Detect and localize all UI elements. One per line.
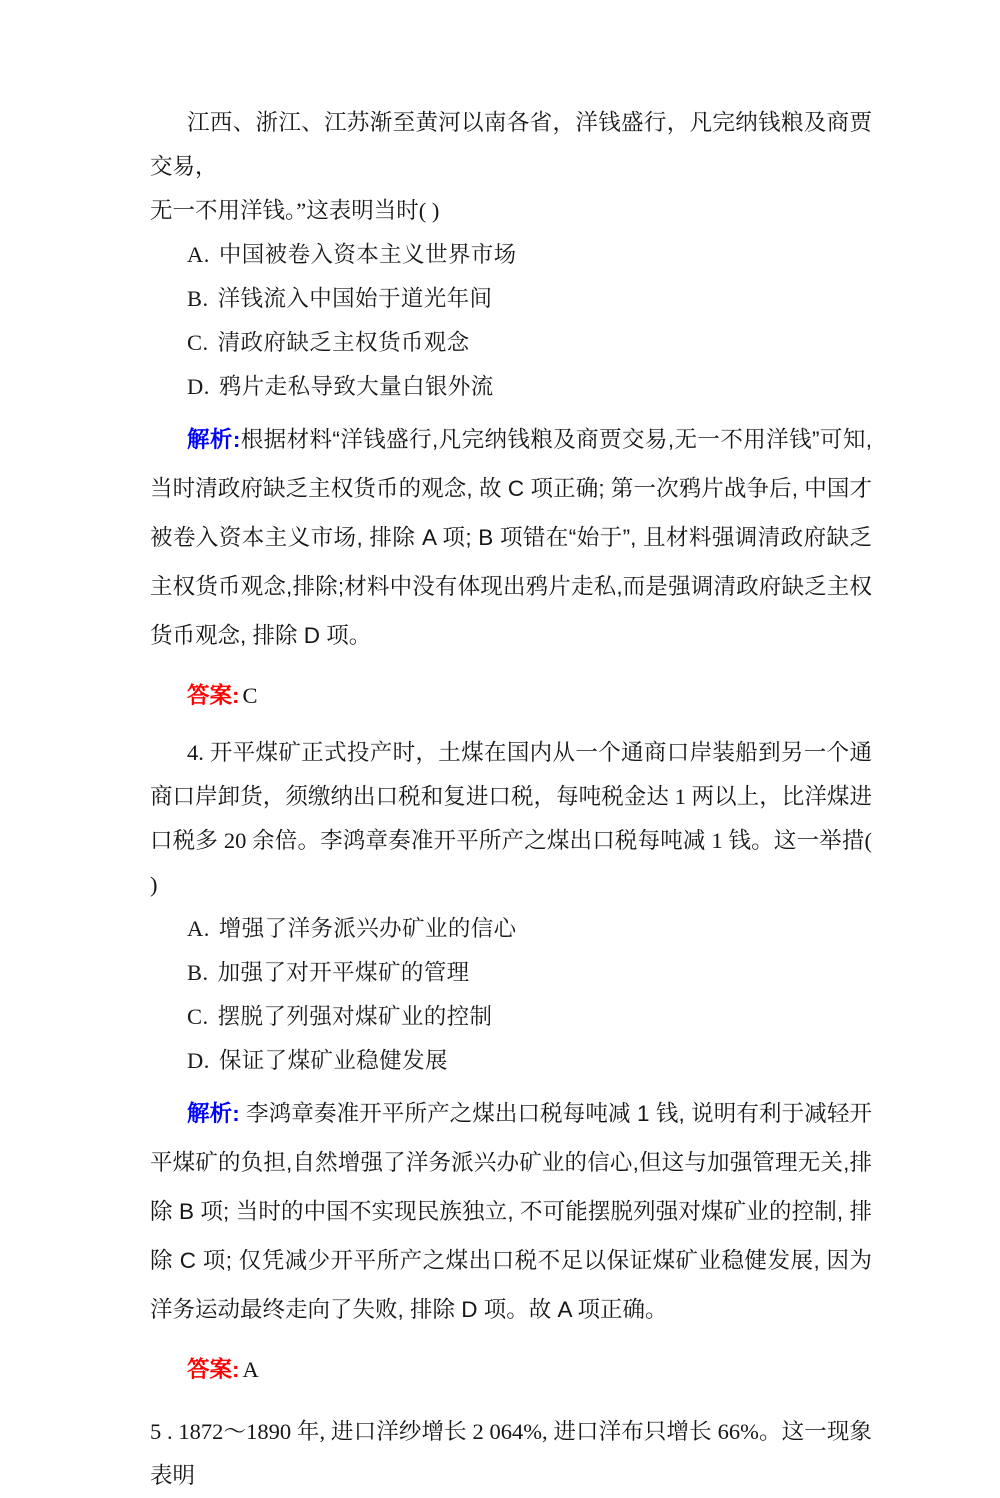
question-3-stem-line-1: 江西、浙江、江苏渐至黄河以南各省，洋钱盛行，凡完纳钱粮及商贾交易， — [150, 110, 872, 179]
q4-option-a-letter: A. — [187, 916, 210, 941]
question-4-answer — [150, 1345, 872, 1394]
q4-option-d-text: 保证了煤矿业稳健发展 — [218, 1048, 448, 1073]
question-3-stem-line-2: 无一不用洋钱。”这表明当时( ) — [150, 198, 440, 223]
question-4-analysis-text: 李鸿章奏准开平所产之煤出口税每吨减 1 钱, 说明有利于减轻开平煤矿的负担,自然增强了洋务派兴办矿业的信心,但这与加强管理无关,排除 B 项; 当时的中国不实现民族独立, 不可能摆脱列强对煤矿业的控制, 排除 C 项; 仅凭减少开平所产之煤出口税不足以保证煤矿业稳健发展, 因为洋务运动最终走向了失败, 排除 D 项。故 A 项正确。 — [150, 1101, 872, 1322]
q4-analysis-label: 解析: — [187, 1101, 240, 1126]
question-5-stem: 5 . 1872～1890 年, 进口洋纱增长 2 064%, 进口洋布只增长 66%。这一现象表明 — [150, 1419, 872, 1488]
option-b-letter: B. — [187, 286, 209, 311]
q4-option-d-letter: D. — [187, 1048, 210, 1073]
option-d-letter: D. — [187, 374, 210, 399]
question-3-answer-value: C — [242, 683, 258, 708]
q4-answer-label: 答案: — [187, 1357, 240, 1382]
page-content — [150, 101, 872, 1498]
question-4-stem-text: 开平煤矿正式投产时，土煤在国内从一个通商口岸装船到另一个通商口岸卸货，须缴纳出口税和复进口税，每吨税金达 1 两以上，比洋煤进口税多 20 余倍。李鸿章奏准开平所产之煤出口税每吨减 1 钱。这一举措( ) — [150, 740, 873, 897]
question-3-stem-block — [150, 101, 872, 233]
option-c[interactable] — [150, 321, 872, 365]
option-a[interactable] — [150, 233, 872, 277]
option-d-text: 鸦片走私导致大量白银外流 — [218, 374, 494, 399]
question-3-options — [150, 233, 872, 409]
q4-option-c-text: 摆脱了列强对煤矿业的控制 — [217, 1004, 493, 1029]
question-4-options — [150, 907, 872, 1083]
q4-option-b-text: 加强了对开平煤矿的管理 — [217, 960, 470, 985]
option-c-letter: C. — [187, 330, 209, 355]
q4-option-b-letter: B. — [187, 960, 209, 985]
q4-option-b[interactable] — [150, 951, 872, 995]
question-4-analysis — [150, 1089, 872, 1334]
question-5-stem-block — [150, 1410, 872, 1498]
option-c-text: 清政府缺乏主权货币观念 — [217, 330, 470, 355]
q4-option-c-letter: C. — [187, 1004, 209, 1029]
analysis-label: 解析: — [187, 427, 241, 452]
q4-option-a-text: 增强了洋务派兴办矿业的信心 — [218, 916, 517, 941]
answer-label: 答案: — [187, 683, 240, 708]
q4-option-a[interactable] — [150, 907, 872, 951]
q4-option-d[interactable] — [150, 1039, 872, 1083]
question-4-answer-value: A — [242, 1357, 259, 1382]
option-a-text: 中国被卷入资本主义世界市场 — [218, 242, 517, 267]
question-3-analysis-text: 根据材料“洋钱盛行,凡完纳钱粮及商贾交易,无一不用洋钱”可知,当时清政府缺乏主权货币的观念, 故 C 项正确; 第一次鸦片战争后, 中国才被卷入资本主义市场, 排除 A 项; B 项错在“始于”, 且材料强调清政府缺乏主权货币观念,排除;材料中没有体现出鸦片走私,而是强调清政府缺乏主权货币观念, 排除 D 项。 — [150, 427, 872, 648]
question-4-number: 4. — [187, 740, 204, 765]
option-a-letter: A. — [187, 242, 210, 267]
question-3-analysis — [150, 415, 872, 660]
option-b-text: 洋钱流入中国始于道光年间 — [217, 286, 493, 311]
option-b[interactable] — [150, 277, 872, 321]
question-3-answer — [150, 671, 872, 720]
question-4-stem-block — [150, 731, 872, 907]
q4-option-c[interactable] — [150, 995, 872, 1039]
question-4-stem — [150, 731, 872, 907]
option-d[interactable] — [150, 365, 872, 409]
